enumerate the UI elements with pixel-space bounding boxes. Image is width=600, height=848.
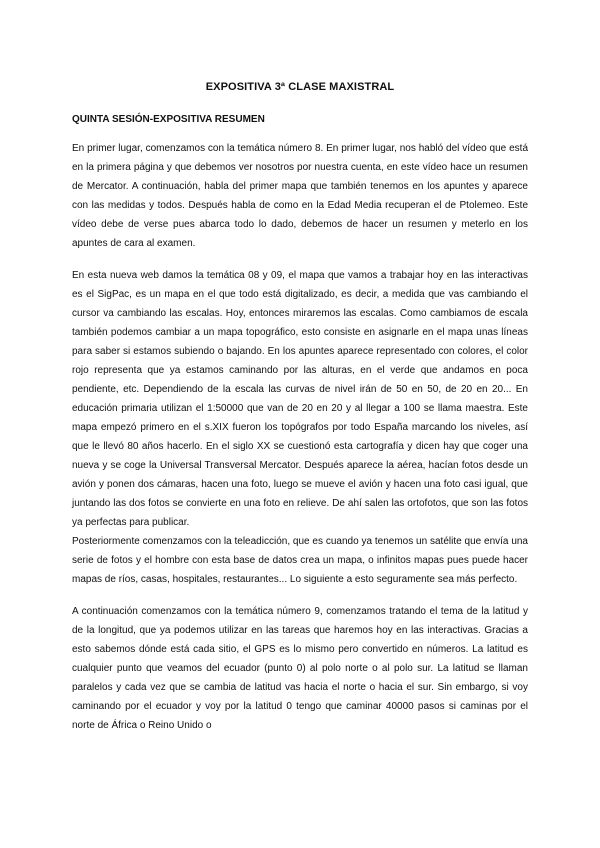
paragraph-1: En primer lugar, comenzamos con la temática número 8. En primer lugar, nos habló del vídeo que está en la primera página y que debemos ver nosotros por nuestra cuenta, en este vídeo hace un resumen de Mercator. A continuación, habla del primer mapa que también tenemos en los apuntes y aparece con las medidas y todos. Después habla de como en la Edad Media recuperan el de Ptolemeo. Este vídeo debe de verse pues abarca todo lo dado, debemos de hacer un resumen y meterlo en los apuntes de cara al examen.: [72, 143, 528, 249]
paragraph-3: Posteriormente comenzamos con la teleadicción, que es cuando ya tenemos un satélite que envía una serie de fotos y el hombre con esta base de datos crea un mapa, o infinitos mapas pues puede hacer mapas de ríos, casas, hospitales, restaurantes... Lo siguiente a esto seguramente sea más perfecto.: [72, 536, 528, 585]
section-subtitle: QUINTA SESIÓN-EXPOSITIVA RESUMEN: [72, 114, 265, 125]
paragraph-4: A continuación comenzamos con la temática número 9, comenzamos tratando el tema de la latitud y de la longitud, que ya podemos utilizar en las tareas que haremos hoy en las interactivas. Gracias a esto sabemos dónde está cada sitio, el GPS es lo mismo pero convertido en números. La latitud es cualquier punto que veamos del ecuador (punto 0) al polo norte o al polo sur. La latitud se llaman paralelos y cada vez que se cambia de latitud vas hacia el norte o hacia el sur. Sin embargo, si voy caminando por el ecuador y voy por la latitud 0 tengo que caminar 40000 pasos si caminas por el norte de África o Reino Unido o: [72, 606, 528, 731]
document-title: EXPOSITIVA 3ª CLASE MAXISTRAL: [205, 81, 395, 93]
paragraph-2: En esta nueva web damos la temática 08 y 09, el mapa que vamos a trabajar hoy en las interactivas es el SigPac, es un mapa en el que todo está digitalizado, es decir, a medida que vas cambiando el cursor va cambiando las escalas. Hoy, entonces miraremos las escalas. Como cambiamos de escala también podemos cambiar a un mapa topográfico, esto consiste en asignarle en el mapa unas líneas para saber si estamos subiendo o bajando. En los apuntes aparece representado con colores, el color rojo representa que ya estamos caminando por las alturas, en el verde que andamos en poca pendiente, etc. Dependiendo de la escala las curvas de nivel irán de 50 en 50, de 20 en 20... En educación primaria utilizan el 1:50000 que van de 20 en 20 y al llegar a 100 se llama maestra. Este mapa empezó primero en el s.XIX fueron los topógrafos por todo España marcando los niveles, así que le llevó 80 años hacerlo. En el siglo XX se cuestionó esta cartografía y dicen hay que coger una nueva y se coge la Universal Transversal Mercator. Después aparece la aérea, hacían fotos desde un avión y ponen dos cámaras, hacen una foto, luego se mueve el avión y hacen una foto casi igual, que juntando las dos fotos se convierte en una foto en relieve. De ahí salen las ortofotos, que son las fotos ya perfectas para publicar.: [72, 270, 528, 528]
